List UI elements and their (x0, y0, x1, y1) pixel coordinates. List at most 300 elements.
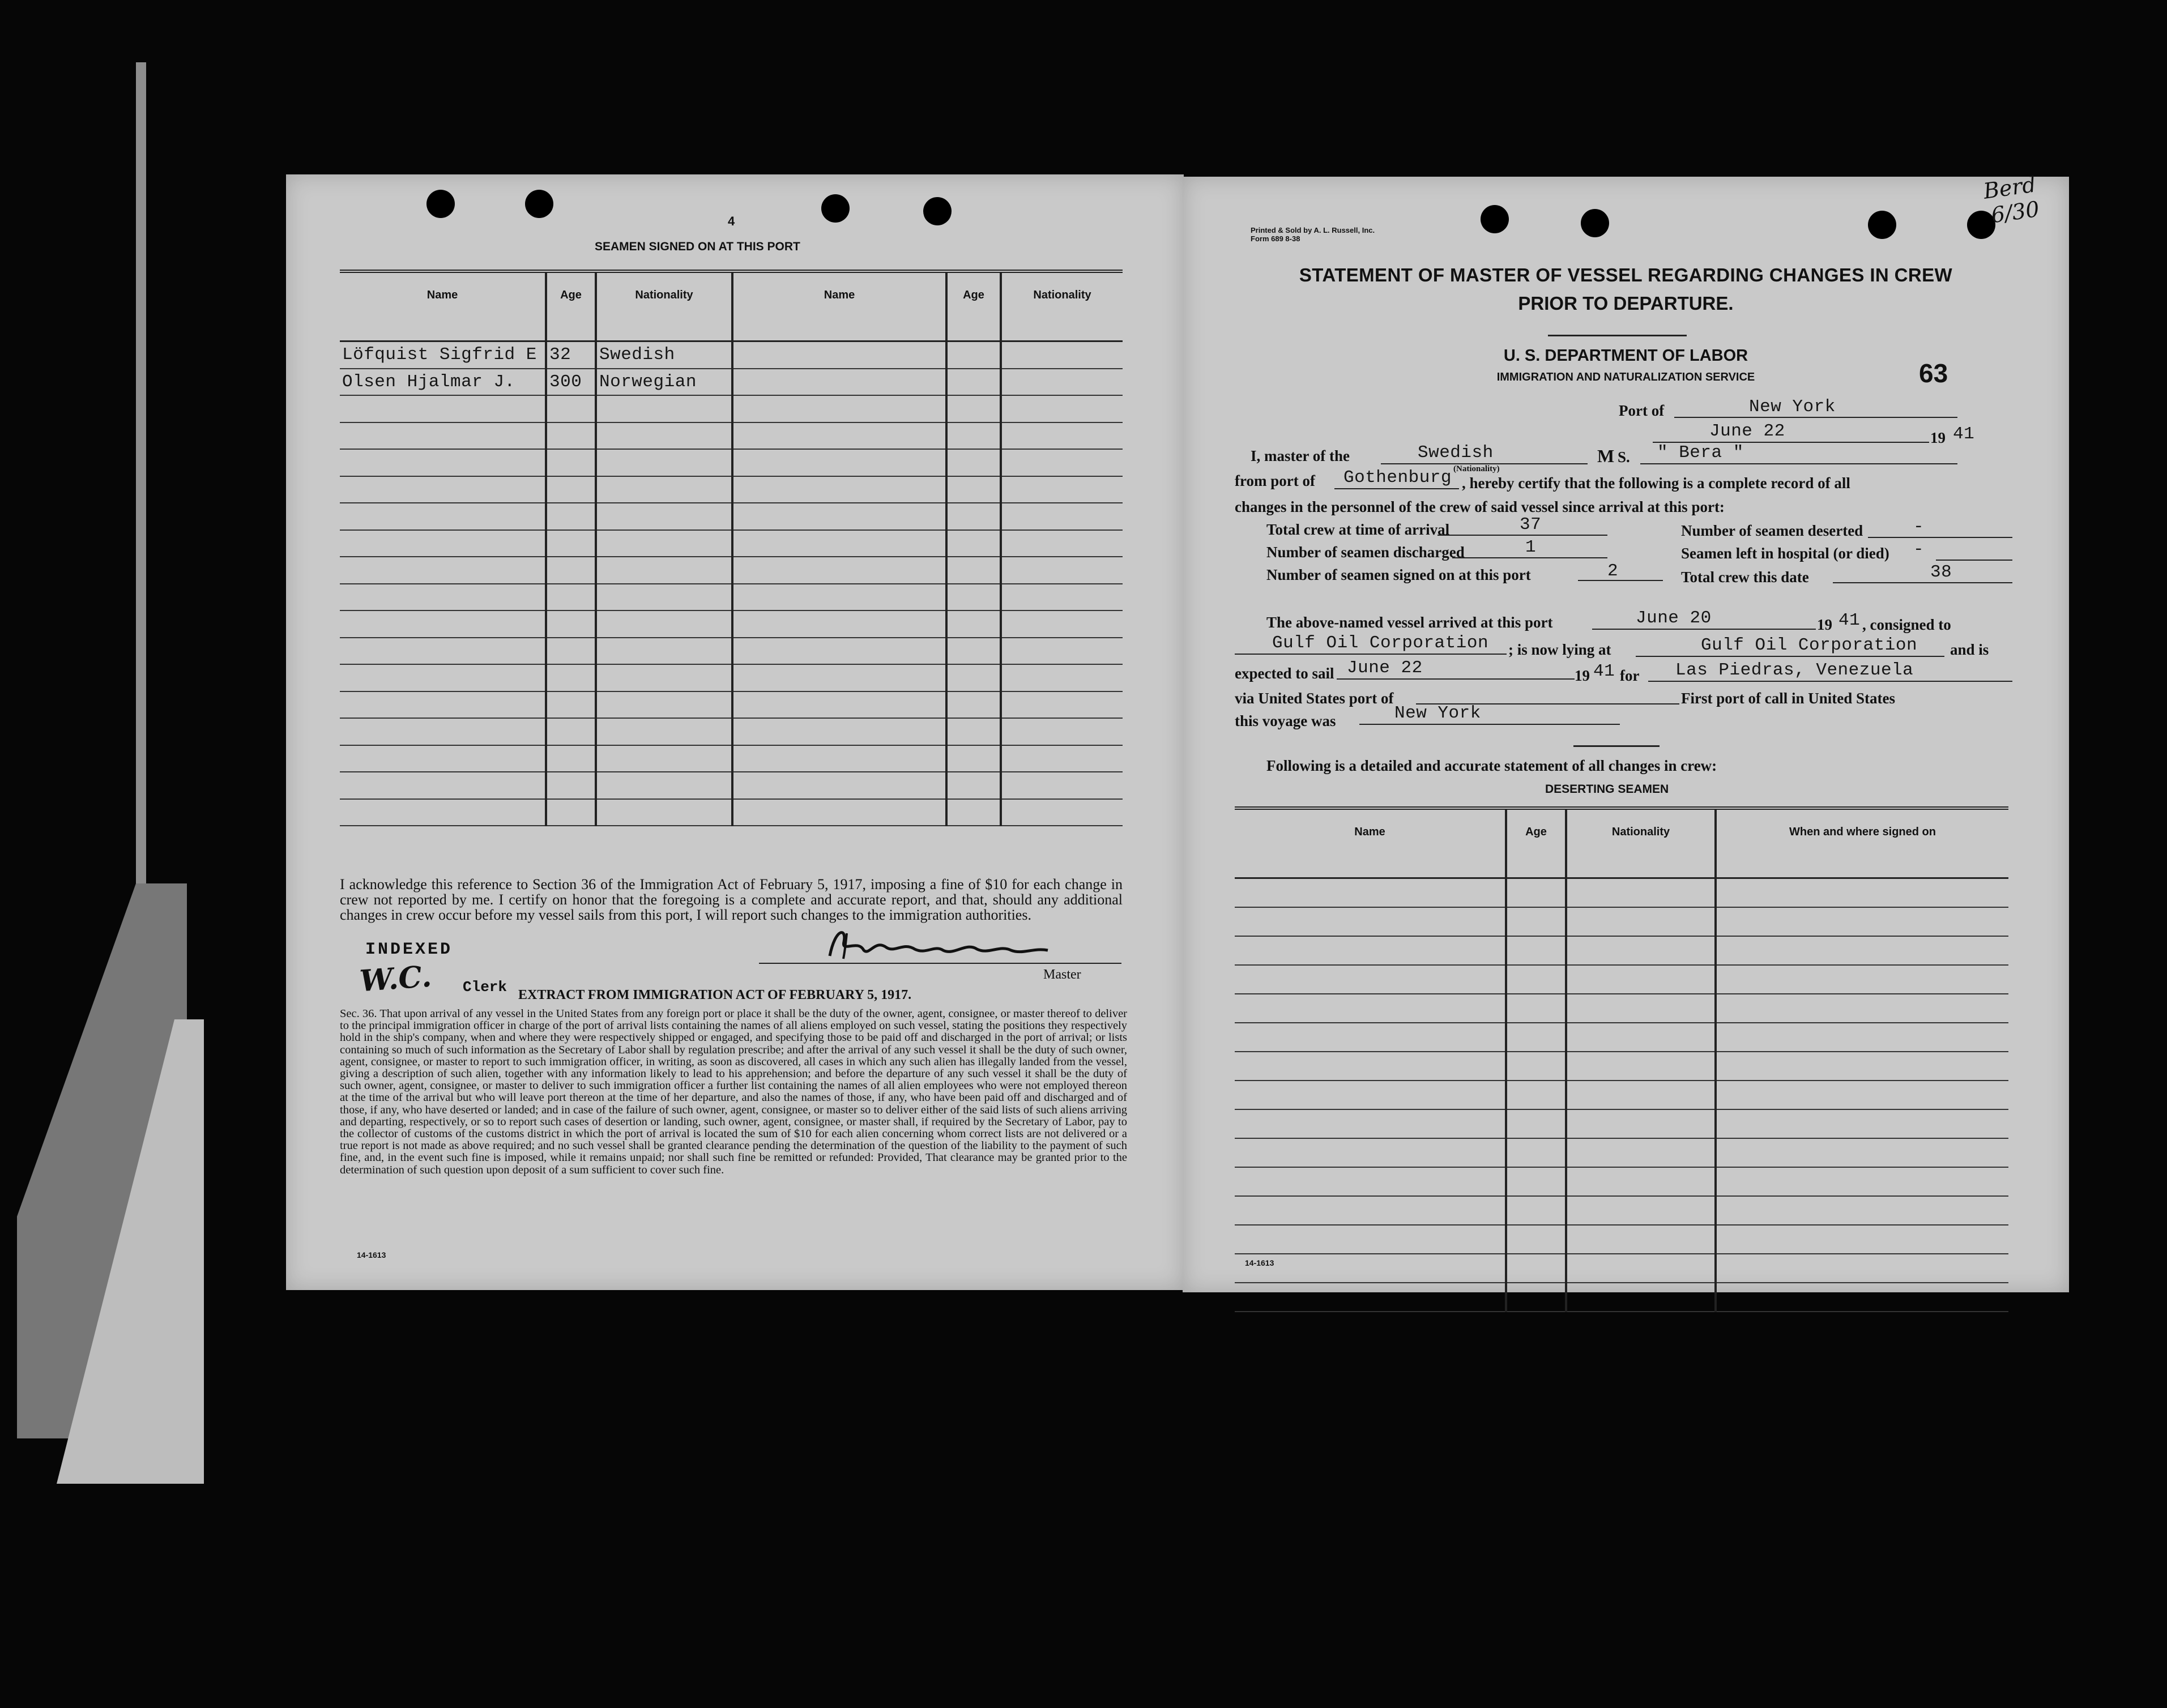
table-row (340, 664, 1123, 691)
empty-cell (1001, 610, 1123, 638)
empty-cell (596, 745, 732, 772)
column-header: Name (340, 271, 546, 341)
empty-cell (1566, 1254, 1716, 1283)
total-crew-arrival-line (1437, 535, 1607, 536)
clerk-initials: W.C. (359, 959, 433, 999)
empty-cell (946, 799, 1001, 826)
empty-cell (1506, 1109, 1566, 1138)
empty-cell (1716, 936, 2008, 965)
empty-cell (1235, 1167, 1506, 1196)
table-row (340, 422, 1123, 450)
empty-cell (1235, 1081, 1506, 1109)
empty-cell (732, 503, 946, 530)
empty-cell (340, 503, 546, 530)
table-row (1235, 907, 2008, 936)
empty-cell (946, 772, 1001, 799)
indexed-stamp: INDEXED (365, 940, 453, 959)
arrived-label: The above-named vessel arrived at this port (1266, 614, 1553, 631)
empty-cell (1235, 1052, 1506, 1081)
table-row (340, 638, 1123, 665)
empty-cell (1566, 878, 1716, 908)
extract-title: EXTRACT FROM IMMIGRATION ACT OF FEBRUARY 5, 1917. (518, 988, 912, 1002)
table-row (1235, 994, 2008, 1023)
form-number: Form 689 8-38 (1251, 234, 1300, 243)
this-voyage-label: this voyage was (1235, 712, 1336, 729)
empty-cell (546, 799, 596, 826)
empty-cell (596, 476, 732, 503)
empty-cell (946, 503, 1001, 530)
empty-cell (1566, 1052, 1716, 1081)
empty-cell (1506, 1081, 1566, 1109)
empty-cell (1506, 1023, 1566, 1052)
empty-cell (946, 745, 1001, 772)
from-port-line (1334, 488, 1459, 489)
empty-cell (1235, 907, 1506, 936)
vessel-name-line (1640, 463, 1957, 464)
empty-cell (546, 664, 596, 691)
total-crew-arrival-value: 37 (1520, 515, 1542, 535)
empty-cell (596, 799, 732, 826)
form-code: 14-1613 (357, 1250, 386, 1259)
table-row (340, 745, 1123, 772)
empty-cell (1001, 369, 1123, 396)
for-label: for (1620, 667, 1640, 684)
empty-cell (1235, 1109, 1506, 1138)
cell-age: 300 (546, 369, 596, 396)
following-text: Following is a detailed and accurate statement of all changes in crew: (1266, 757, 1717, 774)
empty-cell (340, 664, 546, 691)
table-row (1235, 1225, 2008, 1254)
empty-cell (596, 638, 732, 665)
empty-cell (1716, 1109, 2008, 1138)
first-port-line (1359, 724, 1620, 725)
table-row (340, 449, 1123, 476)
empty-cell (946, 584, 1001, 611)
empty-cell (946, 664, 1001, 691)
empty-cell (1001, 745, 1123, 772)
empty-cell (946, 557, 1001, 584)
empty-cell (1001, 664, 1123, 691)
total-crew-arrival-label: Total crew at time of arrival (1266, 521, 1450, 538)
arrived-date-line (1592, 629, 1816, 630)
empty-cell (596, 557, 732, 584)
hospital-line (1936, 560, 2012, 561)
empty-cell (1566, 1225, 1716, 1254)
empty-cell (732, 530, 946, 557)
empty-cell (1001, 584, 1123, 611)
empty-cell (1716, 1254, 2008, 1283)
empty-cell (546, 476, 596, 503)
empty-cell (1506, 1138, 1566, 1167)
cell-name: Olsen Hjalmar J. (340, 369, 546, 396)
master-label: Master (1043, 967, 1081, 982)
empty-cell (340, 799, 546, 826)
first-port-value: New York (1394, 703, 1481, 723)
acknowledgement-text: I acknowledge this reference to Section 36 of the Immigration Act of February 5, 1917, imposing a fine of $10 for each change in crew not reported by me. I certify on honor that the foregoing is a complete and accurate report, and that, should any additional changes in crew occur before my vessel sails from this port, I will report such changes to the immigration authorities. (340, 876, 1123, 923)
empty-cell (596, 395, 732, 422)
empty-cell (1716, 1138, 2008, 1167)
certify-text-1: , hereby certify that the following is a complete record of all (1462, 475, 1850, 492)
column-header: Age (1506, 808, 1566, 878)
empty-cell (946, 395, 1001, 422)
empty-cell (1506, 965, 1566, 994)
empty-cell (1001, 638, 1123, 665)
column-header: Nationality (596, 271, 732, 341)
empty-cell (1235, 1225, 1506, 1254)
empty-cell (340, 745, 546, 772)
signed-on-value: 2 (1607, 561, 1619, 581)
table-row (340, 395, 1123, 422)
empty-cell (1506, 1167, 1566, 1196)
empty-cell (546, 610, 596, 638)
empty-cell (1235, 1254, 1506, 1283)
empty-cell (732, 718, 946, 745)
stamp-number: 63 (1919, 358, 1948, 388)
empty-cell (1506, 1283, 1566, 1312)
empty-cell (340, 422, 546, 450)
table-row (1235, 878, 2008, 908)
table-row (340, 557, 1123, 584)
empty-cell (1506, 994, 1566, 1023)
empty-cell (340, 476, 546, 503)
empty-cell (340, 718, 546, 745)
empty-cell (1566, 965, 1716, 994)
table-row (340, 584, 1123, 611)
table-row (340, 341, 1123, 369)
empty-cell (1566, 1167, 1716, 1196)
empty-cell (732, 584, 946, 611)
empty-cell (732, 799, 946, 826)
empty-cell (1566, 1023, 1716, 1052)
empty-cell (1235, 994, 1506, 1023)
consignee-line (1235, 654, 1507, 655)
signed-on-line (1578, 580, 1663, 581)
empty-cell (946, 341, 1001, 369)
empty-cell (596, 691, 732, 719)
empty-cell (732, 745, 946, 772)
empty-cell (946, 449, 1001, 476)
empty-cell (946, 691, 1001, 719)
empty-cell (1716, 965, 2008, 994)
lying-at-value: Gulf Oil Corporation (1701, 635, 1918, 655)
date-value: June 22 (1709, 421, 1785, 441)
deserting-seamen-table (1235, 806, 2008, 1312)
empty-cell (1716, 878, 2008, 908)
deserted-line (1868, 537, 2012, 538)
empty-cell (596, 584, 732, 611)
empty-cell (1001, 772, 1123, 799)
column-header: Name (732, 271, 946, 341)
punch-hole (426, 190, 455, 218)
column-header: Nationality (1001, 271, 1123, 341)
service-name: IMMIGRATION AND NATURALIZATION SERVICE (1496, 371, 1755, 383)
empty-cell (546, 503, 596, 530)
vessel-prefix-m: M (1597, 446, 1615, 466)
empty-cell (1001, 449, 1123, 476)
total-crew-date-value: 38 (1930, 562, 1952, 582)
empty-cell (546, 422, 596, 450)
empty-cell (340, 395, 546, 422)
empty-cell (1001, 503, 1123, 530)
from-port-value: Gothenburg (1343, 468, 1452, 488)
signed-on-label: Number of seamen signed on at this port (1266, 566, 1531, 583)
table-row (340, 369, 1123, 396)
empty-cell (946, 718, 1001, 745)
empty-cell (596, 664, 732, 691)
signed-on-table-title: SEAMEN SIGNED ON AT THIS PORT (595, 240, 800, 253)
empty-cell (546, 449, 596, 476)
empty-cell (1716, 1023, 2008, 1052)
table-row (1235, 1283, 2008, 1312)
and-is-label: and is (1950, 641, 1989, 658)
clerk-label: Clerk (463, 979, 507, 996)
empty-cell (1566, 1283, 1716, 1312)
empty-cell (1235, 1196, 1506, 1225)
destination-line (1648, 681, 2012, 682)
punch-hole (923, 197, 952, 225)
empty-cell (596, 449, 732, 476)
empty-cell (340, 772, 546, 799)
empty-cell (1001, 476, 1123, 503)
deserting-title: DESERTING SEAMEN (1545, 783, 1669, 796)
first-port-label: First port of call in United States (1681, 690, 1895, 707)
port-line (1674, 417, 1957, 418)
empty-cell (546, 530, 596, 557)
master-of-label: I, master of the (1251, 447, 1350, 464)
left-page (286, 174, 1184, 1290)
nationality-caption: (Nationality) (1453, 464, 1500, 473)
deserted-label: Number of seamen deserted (1681, 522, 1863, 539)
hospital-value: - (1913, 540, 1925, 560)
empty-cell (732, 557, 946, 584)
lying-at-line (1636, 656, 1944, 657)
empty-cell (340, 530, 546, 557)
empty-cell (1716, 1167, 2008, 1196)
arrived-year: 41 (1838, 610, 1861, 630)
table-row (340, 476, 1123, 503)
destination: Las Piedras, Venezuela (1675, 660, 1914, 680)
punch-hole (1581, 209, 1609, 237)
empty-cell (546, 395, 596, 422)
table-row (1235, 1167, 2008, 1196)
empty-cell (546, 691, 596, 719)
hospital-label: Seamen left in hospital (or died) (1681, 545, 1889, 562)
port-of-label: Port of (1619, 402, 1665, 419)
total-crew-date-label: Total crew this date (1681, 569, 1809, 586)
vessel-prefix-s: S. (1618, 449, 1630, 466)
empty-cell (546, 718, 596, 745)
punch-hole (525, 190, 553, 218)
consigned-to-label: , consigned to (1862, 616, 1951, 633)
empty-cell (732, 395, 946, 422)
discharged-value: 1 (1525, 537, 1537, 557)
seamen-signed-on-table (340, 270, 1123, 826)
empty-cell (1235, 1138, 1506, 1167)
discharged-label: Number of seamen discharged (1266, 544, 1465, 561)
empty-cell (596, 503, 732, 530)
empty-cell (546, 745, 596, 772)
empty-cell (732, 691, 946, 719)
empty-cell (732, 476, 946, 503)
cell-age: 32 (546, 341, 596, 369)
empty-cell (1001, 341, 1123, 369)
empty-cell (1506, 907, 1566, 936)
form-title-line2: PRIOR TO DEPARTURE. (1518, 293, 1734, 314)
empty-cell (1001, 557, 1123, 584)
total-crew-date-line (1833, 582, 2012, 583)
empty-cell (340, 638, 546, 665)
empty-cell (1506, 878, 1566, 908)
table-row (1235, 1023, 2008, 1052)
table-row (340, 799, 1123, 826)
empty-cell (1566, 1081, 1716, 1109)
column-header: Age (946, 271, 1001, 341)
empty-cell (1566, 994, 1716, 1023)
empty-cell (1001, 530, 1123, 557)
empty-cell (1001, 422, 1123, 450)
empty-cell (1566, 1109, 1716, 1138)
empty-cell (1716, 1081, 2008, 1109)
page-number: 4 (728, 214, 735, 228)
table-row (340, 718, 1123, 745)
table-row (1235, 1081, 2008, 1109)
corner-handwritten-note: Berd 6/30 (1982, 172, 2041, 228)
empty-cell (1235, 936, 1506, 965)
empty-cell (946, 530, 1001, 557)
vessel-name: " Bera " (1657, 443, 1744, 463)
empty-cell (1716, 1225, 2008, 1254)
expected-label: expected to sail (1235, 665, 1334, 682)
certify-text-2: changes in the personnel of the crew of said vessel since arrival at this port: (1235, 498, 1725, 515)
master-signature (824, 922, 1062, 967)
master-signature-line (759, 963, 1121, 964)
sail-date-line (1337, 678, 1575, 680)
empty-cell (596, 610, 732, 638)
extract-text: Sec. 36. That upon arrival of any vessel in the United States from any foreign port or place it shall be the duty of the owner, agent, consignee, or master thereof to deliver to the principal immigration officer in charge of the port of arrival lists containing the names of all aliens employed on such vessel, stating the positions they respectively hold in the ship's company, when and where they were respectively shipped or engaged, and specifying those to be paid off and discharged in the port of arrival; or lists containing so much of such information as the Secretary of Labor shall by regulation prescribe; and after the arrival of any such vessel it shall be the duty of such owner, agent, consignee, or master to report to such immigration officer, in writing, as soon as discovered, all cases in which any such alien has illegally landed from the vessel, giving a description of such alien, together with any information likely to lead to his apprehension; and before the departure of any such vessel it shall be the duty of such owner, agent, consignee, or master to deliver to such immigration officer a further list containing the names of all alien employees who were not employed thereon at the time of the arrival but who will leave port thereon at the time of her departure, and also the names of those, if any, who have been paid off and discharged and of those, if any, who have deserted or landed; and in case of the failure of such owner, agent, consignee, or master so to deliver either of the said lists of such aliens arriving and departing, respectively, or so to report such cases of desertion or landing, such owner, agent, consignee, or master shall, if required by the Secretary of Labor, pay to the collector of customs of the customs district in which the port of arrival is located the sum of $10 for each alien concerning whom correct lists are not delivered or a true report is not made as above required; and no such vessel shall be granted clearance pending the determination of the question of the liability to the payment of such fine, and, in the event such fine is imposed, while it remains unpaid; nor shall such fine be remitted or refunded: Provided, That clearance may be granted prior to the determination of such question upon deposit of a sum sufficient to cover such fine. (340, 1007, 1127, 1176)
table-row (340, 530, 1123, 557)
punch-hole (821, 194, 850, 223)
year-prefix: 19 (1930, 429, 1946, 446)
empty-cell (546, 557, 596, 584)
empty-cell (1001, 395, 1123, 422)
port-of-value: New York (1749, 397, 1836, 417)
via-label: via United States port of (1235, 690, 1394, 707)
from-port-label: from port of (1235, 472, 1315, 489)
vessel-nationality: Swedish (1418, 443, 1494, 463)
discharged-line (1452, 557, 1607, 558)
punch-hole (1481, 205, 1509, 233)
empty-cell (946, 638, 1001, 665)
table-row (340, 503, 1123, 530)
empty-cell (340, 584, 546, 611)
consignee: Gulf Oil Corporation (1272, 633, 1489, 653)
sail-year-prefix: 19 (1575, 667, 1590, 684)
empty-cell (596, 530, 732, 557)
empty-cell (340, 449, 546, 476)
table-row (1235, 1109, 2008, 1138)
cell-nationality: Swedish (596, 341, 732, 369)
column-header: Age (546, 271, 596, 341)
empty-cell (1506, 1052, 1566, 1081)
empty-cell (946, 422, 1001, 450)
empty-cell (732, 772, 946, 799)
arrived-date: June 20 (1636, 608, 1712, 628)
empty-cell (1716, 907, 2008, 936)
empty-cell (1566, 907, 1716, 936)
empty-cell (340, 557, 546, 584)
empty-cell (1506, 1196, 1566, 1225)
empty-cell (1506, 936, 1566, 965)
deserted-value: - (1913, 517, 1925, 537)
table-row (1235, 1138, 2008, 1167)
year-value: 41 (1953, 424, 1975, 444)
column-header: When and where signed on (1716, 808, 2008, 878)
empty-cell (340, 610, 546, 638)
empty-cell (1716, 1196, 2008, 1225)
empty-cell (1566, 936, 1716, 965)
empty-cell (546, 584, 596, 611)
empty-cell (1506, 1225, 1566, 1254)
empty-cell (340, 691, 546, 719)
empty-cell (732, 422, 946, 450)
cell-nationality: Norwegian (596, 369, 732, 396)
empty-cell (946, 369, 1001, 396)
empty-cell (1235, 878, 1506, 908)
table-row (340, 691, 1123, 719)
empty-cell (1001, 799, 1123, 826)
table-row (1235, 1254, 2008, 1283)
printer-credit: Printed & Sold by A. L. Russell, Inc. (1251, 226, 1375, 234)
table-row (1235, 936, 2008, 965)
empty-cell (1001, 691, 1123, 719)
empty-cell (732, 638, 946, 665)
empty-cell (1235, 1023, 1506, 1052)
empty-cell (596, 718, 732, 745)
table-row (1235, 1196, 2008, 1225)
column-header: Nationality (1566, 808, 1716, 878)
form-title-line1: STATEMENT OF MASTER OF VESSEL REGARDING CHANGES IN CREW (1299, 264, 1953, 285)
punch-hole (1868, 211, 1896, 239)
empty-cell (1566, 1138, 1716, 1167)
table-row (340, 772, 1123, 799)
table-row (1235, 1052, 2008, 1081)
cell-name: Löfquist Sigfrid E (340, 341, 546, 369)
empty-cell (1235, 1283, 1506, 1312)
section-rule (1573, 745, 1660, 747)
right-page (1183, 172, 2069, 1292)
sail-year: 41 (1593, 661, 1615, 681)
lying-at-label: ; is now lying at (1508, 641, 1611, 658)
form-code: 14-1613 (1245, 1258, 1274, 1267)
empty-cell (1566, 1196, 1716, 1225)
table-row (1235, 965, 2008, 994)
empty-cell (1716, 994, 2008, 1023)
empty-cell (596, 772, 732, 799)
empty-cell (1001, 718, 1123, 745)
empty-cell (1716, 1052, 2008, 1081)
empty-cell (596, 422, 732, 450)
empty-cell (1235, 965, 1506, 994)
empty-cell (1716, 1283, 2008, 1312)
empty-cell (732, 449, 946, 476)
empty-cell (1506, 1254, 1566, 1283)
column-header: Name (1235, 808, 1506, 878)
empty-cell (946, 610, 1001, 638)
table-row (340, 610, 1123, 638)
empty-cell (946, 476, 1001, 503)
empty-cell (732, 369, 946, 396)
empty-cell (732, 664, 946, 691)
